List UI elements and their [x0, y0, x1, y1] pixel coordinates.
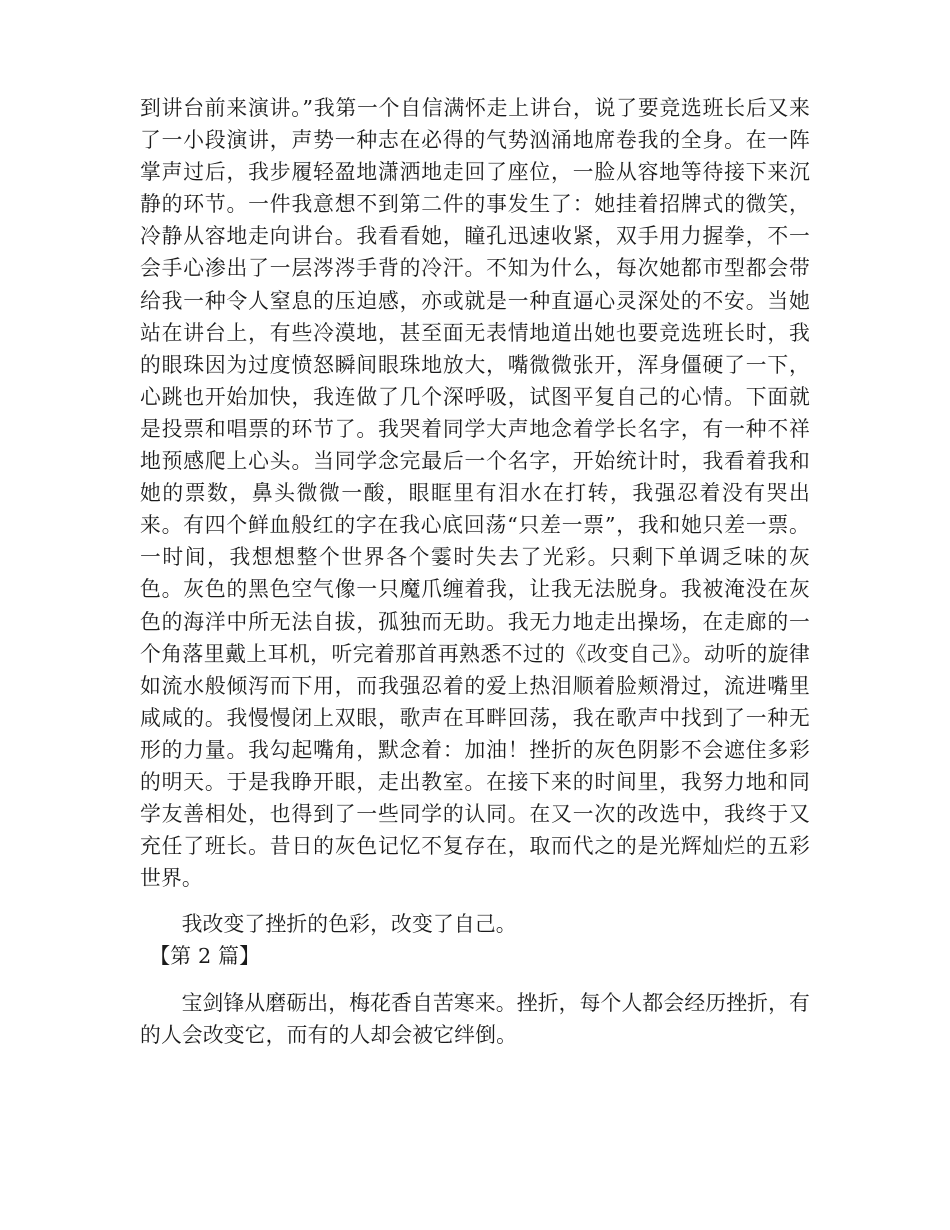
body-paragraph: 我改变了挫折的色彩，改变了自己。	[181, 912, 517, 937]
body-paragraph: 宝剑锋从磨砺出，梅花香自苦寒来。挫折，每个人都会经历挫折，有的人会改变它，而有的人却会被它绊倒。	[140, 990, 810, 1047]
section-heading: 【第 2 篇】	[149, 944, 261, 969]
body-paragraph: 到讲台前来演讲。”我第一个自信满怀走上讲台，说了要竞选班长后又来了一小段演讲，声势一种志在必得的气势汹涌地席卷我的全身。在一阵掌声过后，我步履轻盈地潇洒地走回了座位，一脸从容地等待接下来沉静的环节。一件我意想不到第二件的事发生了：她挂着招牌式的微笑，冷静从容地走向讲台。我看看她，瞳孔迅速收紧，双手用力握拳，不一会手心渗出了一层涔涔手背的冷汗。不知为什么，每次她都市型都会带给我一种令人窒息的压迫感，亦或就是一种直逼心灵深处的不安。当她站在讲台上，有些冷漠地，甚至面无表情地道出她也要竞选班长时，我的眼珠因为过度愤怒瞬间眼珠地放大，嘴微微张开，浑身僵硬了一下，心跳也开始加快，我连做了几个深呼吸，试图平复自己的心情。下面就是投票和唱票的环节了。我哭着同学大声地念着学长名字，有一种不祥地预感爬上心头。当同学念完最后一个名字，开始统计时，我看着我和她的票数，鼻头微微一酸，眼眶里有泪水在打转，我强忍着没有哭出来。有四个鲜血般红的字在我心底回荡“只差一票”，我和她只差一票。一时间，我想想整个世界各个霎时失去了光彩。只剩下单调乏味的灰色。灰色的黑色空气像一只魔爪缠着我，让我无法脱身。我被淹没在灰色的海洋中所无法自拔，孤独而无助。我无力地走出操场，在走廊的一个角落里戴上耳机，听完着那首再熟悉不过的《改变自己》。动听的旋律如流水般倾泻而下用，而我强忍着的爱上热泪顺着脸颊滑过，流进嘴里咸咸的。我慢慢闭上双眼，歌声在耳畔回荡，我在歌声中找到了一种无形的力量。我勾起嘴角，默念着：加油！挫折的灰色阴影不会遮住多彩的明天。于是我睁开眼，走出教室。在接下来的时间里，我努力地和同学友善相处，也得到了一些同学的认同。在又一次的改选中，我终于又充任了班长。昔日的灰色记忆不复存在，取而代之的是光辉灿烂的五彩世界。	[140, 96, 810, 891]
document-body	[140, 92, 810, 1051]
